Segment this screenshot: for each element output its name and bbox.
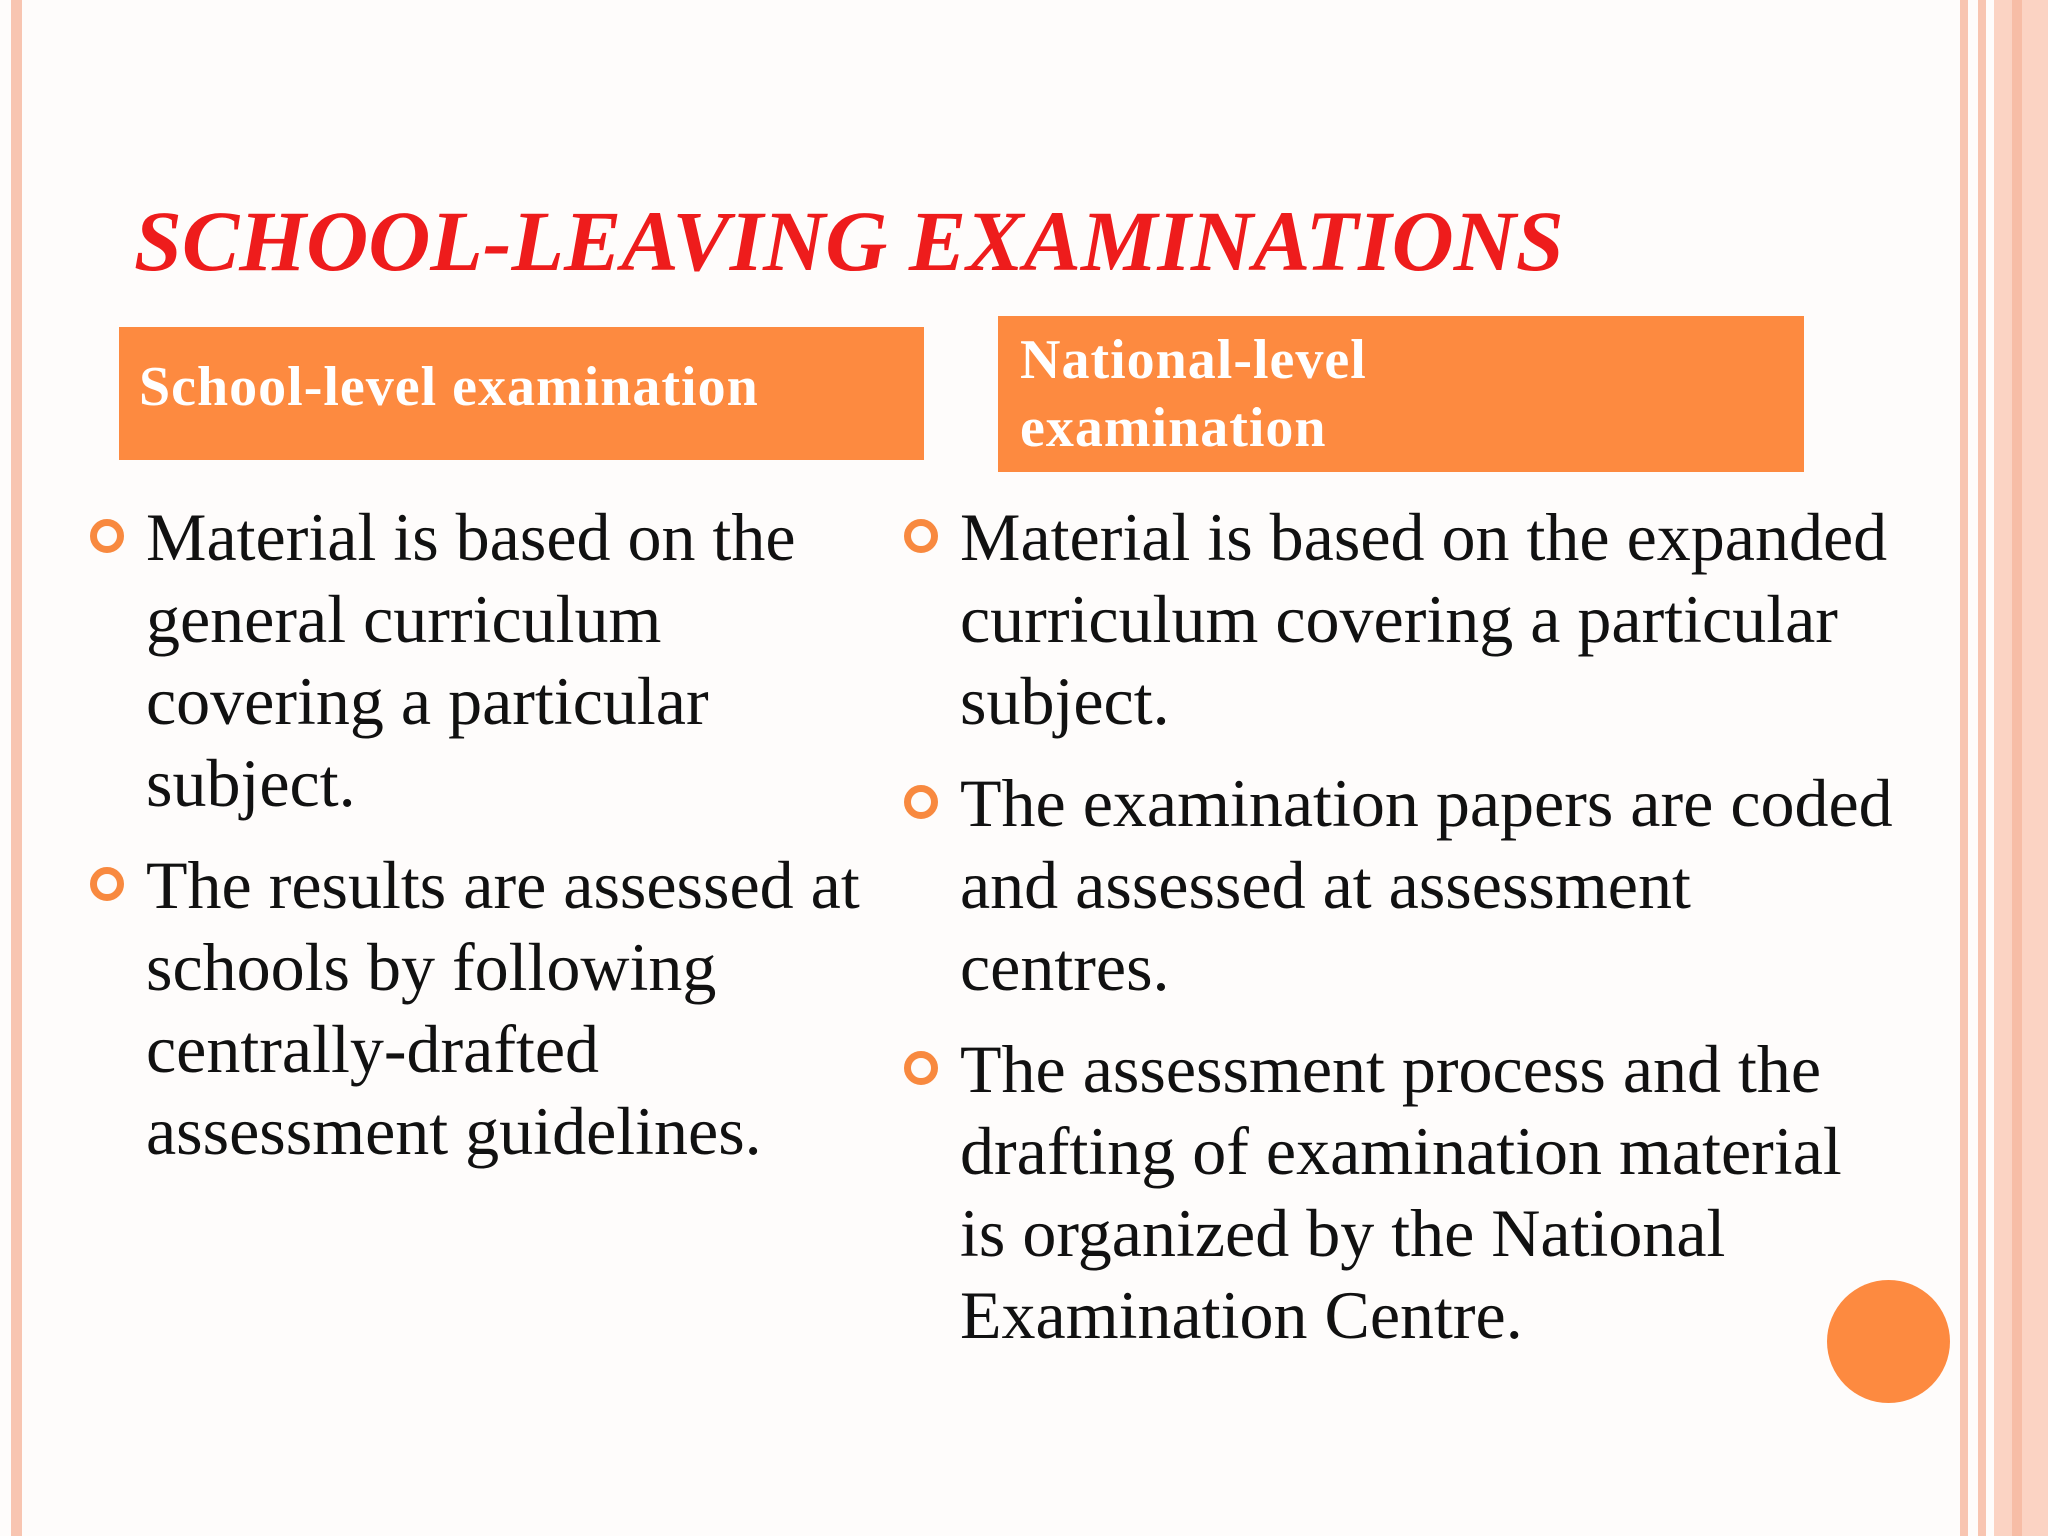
- list-item-text: The assessment process and the drafting of examination material is organized by the National Examination Centre.: [960, 1031, 1842, 1353]
- list-item: [90, 496, 890, 824]
- ring-bullet-icon: [904, 785, 938, 819]
- list-item: [904, 496, 1904, 742]
- national-level-header-line2: examination: [1020, 397, 1327, 459]
- national-level-header: [998, 316, 1804, 472]
- list-item-text: The results are assessed at schools by following centrally-drafted assessment guidelines.: [146, 847, 860, 1169]
- right-border-stripe-1: [1960, 0, 1968, 1536]
- ring-bullet-icon: [90, 867, 124, 901]
- ring-bullet-icon: [904, 519, 938, 553]
- list-item-text: Material is based on the expanded curriculum covering a particular subject.: [960, 499, 1888, 739]
- slide-title: SCHOOL-LEAVING EXAMINATIONS: [134, 193, 1564, 289]
- list-item-text: Material is based on the general curriculum covering a particular subject.: [146, 499, 796, 821]
- right-border-stripe-2: [1978, 0, 1986, 1536]
- school-level-header-text: School-level examination: [139, 356, 759, 418]
- list-item: [904, 1028, 1904, 1356]
- national-level-list: [904, 496, 1904, 1376]
- list-item-text: The examination papers are coded and assessed at assessment centres.: [960, 765, 1893, 1005]
- school-level-list: [90, 496, 890, 1192]
- decorative-orange-circle: [1827, 1280, 1950, 1403]
- ring-bullet-icon: [904, 1051, 938, 1085]
- ring-bullet-icon: [90, 519, 124, 553]
- list-item: [90, 844, 890, 1172]
- school-level-header: [119, 327, 924, 460]
- national-level-header-line1: National-level: [1020, 329, 1367, 391]
- right-border-stripe-3: [2012, 0, 2022, 1536]
- list-item: [904, 762, 1904, 1008]
- left-border-stripe: [11, 0, 22, 1536]
